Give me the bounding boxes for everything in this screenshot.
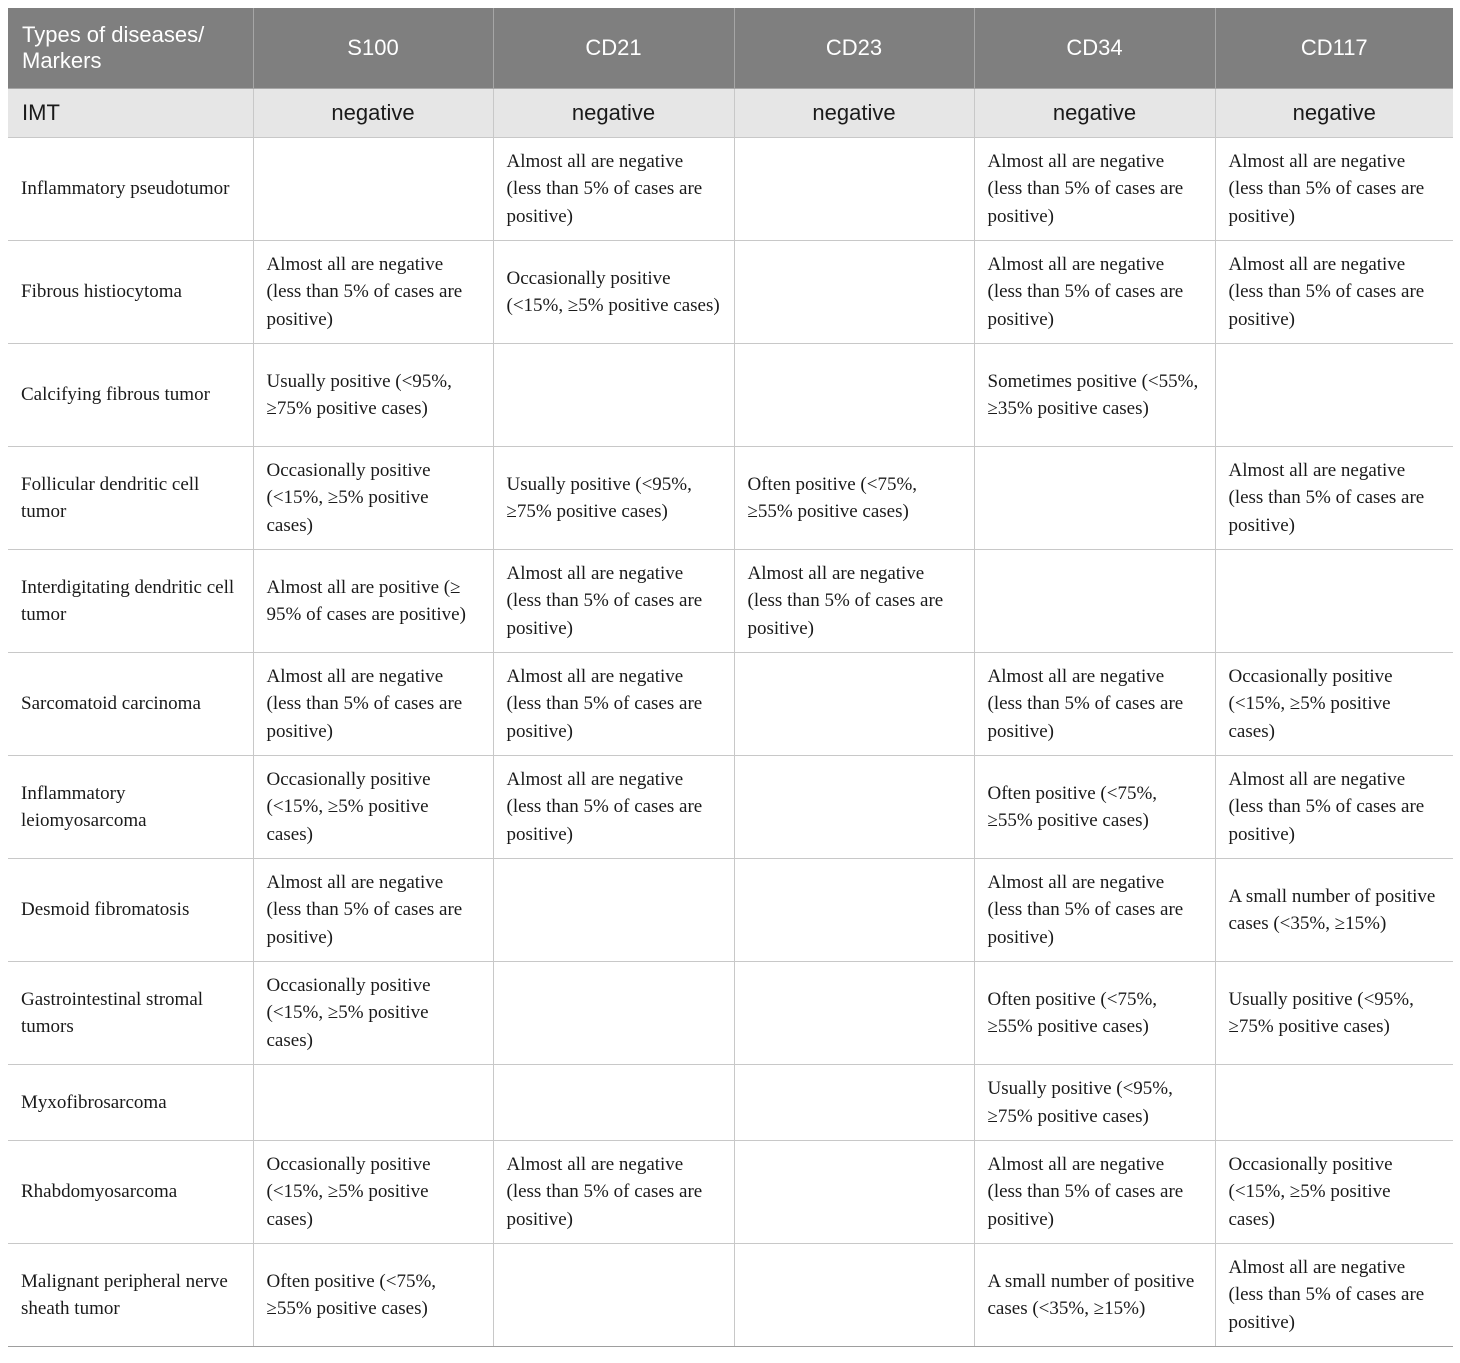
cell-cd34: Almost all are negative (less than 5% of cases are positive) [974, 1141, 1215, 1244]
cell-s100: Often positive (<75%, ≥55% positive cases) [253, 1244, 493, 1347]
cell-cd21: Almost all are negative (less than 5% of cases are positive) [493, 550, 734, 653]
table-row [8, 1065, 1453, 1141]
cell-cd117: Usually positive (<95%, ≥75% positive cases) [1215, 962, 1453, 1065]
cell-cd21 [493, 962, 734, 1065]
cell-s100: Almost all are negative (less than 5% of cases are positive) [253, 859, 493, 962]
cell-cd117: Almost all are negative (less than 5% of cases are positive) [1215, 138, 1453, 241]
cell-cd21: Almost all are negative (less than 5% of cases are positive) [493, 138, 734, 241]
cell-cd34 [974, 447, 1215, 550]
cell-s100: Almost all are negative (less than 5% of cases are positive) [253, 653, 493, 756]
cell-s100: Occasionally positive (<15%, ≥5% positive cases) [253, 962, 493, 1065]
cell-cd34: Sometimes positive (<55%, ≥35% positive cases) [974, 344, 1215, 447]
cell-s100: Occasionally positive (<15%, ≥5% positive cases) [253, 447, 493, 550]
cell-cd21 [493, 1244, 734, 1347]
table-row [8, 241, 1453, 344]
cell-cd34: Almost all are negative (less than 5% of cases are positive) [974, 653, 1215, 756]
cell-cd23 [734, 1244, 974, 1347]
table-row [8, 653, 1453, 756]
cell-cd23 [734, 653, 974, 756]
header-s100: S100 [253, 8, 493, 89]
cell-cd23 [734, 1065, 974, 1141]
table-row [8, 756, 1453, 859]
cell-cd21 [493, 1065, 734, 1141]
cell-cd117 [1215, 1065, 1453, 1141]
cell-cd34: Almost all are negative (less than 5% of cases are positive) [974, 859, 1215, 962]
imt-cd23: negative [734, 89, 974, 138]
cell-cd34: Usually positive (<95%, ≥75% positive cases) [974, 1065, 1215, 1141]
cell-cd21: Usually positive (<95%, ≥75% positive cases) [493, 447, 734, 550]
cell-s100: Occasionally positive (<15%, ≥5% positive cases) [253, 756, 493, 859]
cell-cd117: Almost all are negative (less than 5% of cases are positive) [1215, 756, 1453, 859]
imt-cd117: negative [1215, 89, 1453, 138]
cell-disease-name: Sarcomatoid carcinoma [8, 653, 253, 756]
marker-table [8, 8, 1453, 1347]
cell-cd117 [1215, 344, 1453, 447]
cell-cd34 [974, 550, 1215, 653]
cell-disease-name: Malignant peripheral nerve sheath tumor [8, 1244, 253, 1347]
cell-cd34: Often positive (<75%, ≥55% positive cases) [974, 756, 1215, 859]
cell-cd23 [734, 1141, 974, 1244]
header-cd34: CD34 [974, 8, 1215, 89]
header-row [8, 8, 1453, 89]
cell-cd34: Almost all are negative (less than 5% of cases are positive) [974, 241, 1215, 344]
cell-cd117: Occasionally positive (<15%, ≥5% positive cases) [1215, 1141, 1453, 1244]
cell-s100: Almost all are negative (less than 5% of cases are positive) [253, 241, 493, 344]
cell-s100: Usually positive (<95%, ≥75% positive cases) [253, 344, 493, 447]
cell-disease-name: Gastrointestinal stromal tumors [8, 962, 253, 1065]
cell-cd34: Almost all are negative (less than 5% of cases are positive) [974, 138, 1215, 241]
cell-disease-name: Myxofibrosarcoma [8, 1065, 253, 1141]
imt-s100: negative [253, 89, 493, 138]
cell-s100 [253, 138, 493, 241]
cell-disease-name: Follicular dendritic cell tumor [8, 447, 253, 550]
cell-cd21: Almost all are negative (less than 5% of cases are positive) [493, 653, 734, 756]
table-row [8, 859, 1453, 962]
cell-cd21 [493, 859, 734, 962]
cell-disease-name: Rhabdomyosarcoma [8, 1141, 253, 1244]
cell-s100: Almost all are positive (≥ 95% of cases are positive) [253, 550, 493, 653]
cell-s100 [253, 1065, 493, 1141]
imt-row [8, 89, 1453, 138]
cell-cd21: Almost all are negative (less than 5% of cases are positive) [493, 756, 734, 859]
cell-cd23 [734, 138, 974, 241]
cell-cd23 [734, 859, 974, 962]
cell-cd23: Often positive (<75%, ≥55% positive cases) [734, 447, 974, 550]
imt-cd34: negative [974, 89, 1215, 138]
table-row [8, 962, 1453, 1065]
cell-cd23 [734, 962, 974, 1065]
cell-disease-name: Fibrous histiocytoma [8, 241, 253, 344]
header-cd117: CD117 [1215, 8, 1453, 89]
cell-cd117: Almost all are negative (less than 5% of cases are positive) [1215, 447, 1453, 550]
cell-cd21: Almost all are negative (less than 5% of cases are positive) [493, 1141, 734, 1244]
table-row [8, 1244, 1453, 1347]
cell-disease-name: Inflammatory pseudotumor [8, 138, 253, 241]
cell-cd23 [734, 756, 974, 859]
cell-cd21: Occasionally positive (<15%, ≥5% positive cases) [493, 241, 734, 344]
header-disease-types: Types of diseases/ Markers [8, 8, 253, 89]
header-cd21: CD21 [493, 8, 734, 89]
cell-disease-name: Desmoid fibromatosis [8, 859, 253, 962]
cell-cd117: Occasionally positive (<15%, ≥5% positive cases) [1215, 653, 1453, 756]
cell-cd117: Almost all are negative (less than 5% of cases are positive) [1215, 1244, 1453, 1347]
table-row [8, 1141, 1453, 1244]
imt-cd21: negative [493, 89, 734, 138]
table-row [8, 344, 1453, 447]
cell-cd117: A small number of positive cases (<35%, ≥15%) [1215, 859, 1453, 962]
table-row [8, 447, 1453, 550]
cell-cd34: Often positive (<75%, ≥55% positive cases) [974, 962, 1215, 1065]
cell-cd117 [1215, 550, 1453, 653]
table-row [8, 138, 1453, 241]
cell-cd23 [734, 344, 974, 447]
cell-cd34: A small number of positive cases (<35%, ≥15%) [974, 1244, 1215, 1347]
cell-s100: Occasionally positive (<15%, ≥5% positive cases) [253, 1141, 493, 1244]
cell-cd117: Almost all are negative (less than 5% of cases are positive) [1215, 241, 1453, 344]
cell-cd23: Almost all are negative (less than 5% of cases are positive) [734, 550, 974, 653]
cell-disease-name: Inflammatory leiomyosarcoma [8, 756, 253, 859]
cell-cd23 [734, 241, 974, 344]
table-row [8, 550, 1453, 653]
header-cd23: CD23 [734, 8, 974, 89]
imt-label: IMT [8, 89, 253, 138]
cell-disease-name: Interdigitating dendritic cell tumor [8, 550, 253, 653]
cell-cd21 [493, 344, 734, 447]
cell-disease-name: Calcifying fibrous tumor [8, 344, 253, 447]
